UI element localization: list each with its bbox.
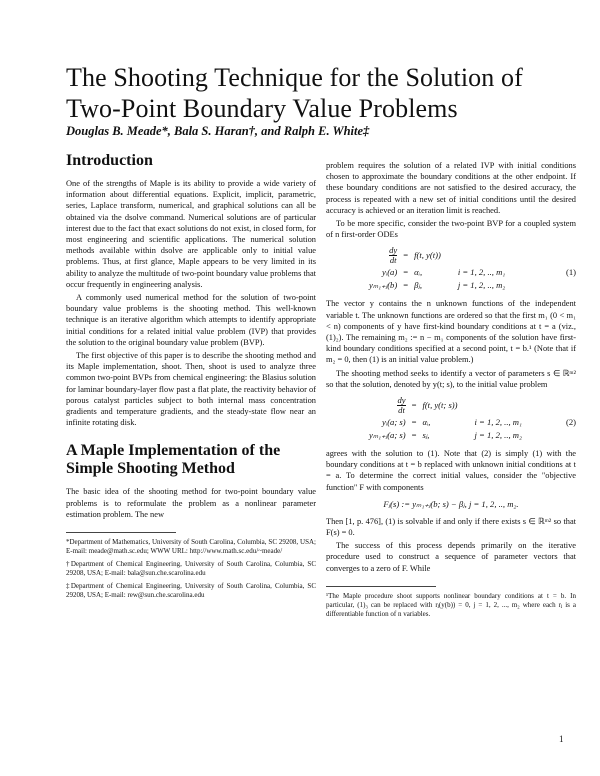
paper-title: The Shooting Technique for the Solution of Two-Point Boundary Value Problems bbox=[66, 63, 523, 123]
equation-1: $\frac{dy}{dt}$ = f(t, y(t)) yᵢ(a) = αᵢ, i = 1, 2, .., m₁ yₘ₁₊ⱼ(b) = βⱼ, j = 1, 2, .., m₂ (1) bbox=[369, 245, 576, 291]
author-list: Douglas B. Meade*, Bala S. Haran†, and Ralph E. White‡ bbox=[66, 124, 370, 138]
intro-paragraph-3: The first objective of this paper is to describe the shooting method and its Maple implementation, shoot. Then, shoot is used to analyze three common two-point BVPs from chemical engineering: the Blasius solution for laminar boundary-layer flow past a flat plate, the reactivity behavior of porous catalyst particles subject to both internal mass concentration gradients and temperature gradients, and the steady-state flow near an infinite rotating disk. bbox=[66, 351, 316, 428]
equation-number-2: (2) bbox=[565, 417, 576, 428]
intro-paragraph-2: A commonly used numerical method for the solution of two-point boundary value problems is the shooting method. This well-known technique is an iterative algorithm which attempts to identify appropriate initial conditions for a related initial value problem (IVP) that provides the solution to the original boundary value problem (BVP). bbox=[66, 293, 316, 347]
right-paragraph-3: The vector y contains the n unknown functions of the independent variable t. The unknown functions are ordered so that the first m₁ (0 < m₁ < n) components of y have first-kind boundary conditions at t = a (viz., (1)₂). The remaining m₂ := n − m₁ components of the solution have first-kind boundary conditions specified at a second point, t = b.¹ (Note that if m₂ = 0, then (1) is an initial value problem.) bbox=[326, 299, 576, 365]
section-heading-maple-implementation: A Maple Implementation of the Simple Shooting Method bbox=[66, 442, 281, 478]
page-number: 1 bbox=[559, 734, 564, 744]
right-paragraph-5: agrees with the solution to (1). Note that (2) is simply (1) with the boundary conditions at t = b replaced with unknown initial conditions at t = a. To determine the correct initial values, consider the "objective function" F with components bbox=[326, 449, 576, 492]
footnote-1: ¹The Maple procedure shoot supports nonlinear boundary conditions at t = b. In particular, (1)₃ can be replaced with rⱼ(y(b)) = 0, j = 1, 2, ..., m₂ where each rⱼ is a differentiable function of n variables. bbox=[326, 591, 576, 618]
intro-paragraph-1: One of the strengths of Maple is its ability to provide a wide variety of information about differential equations. Explicit, implicit, parametric, series, Laplace transform, numerical, and graphical solutions can all be obtained via the dsolve command. Numerical solutions are of particular interest due to the fact that exact solutions do not exist, in closed form, for most engineering and scientific applications. The numerical solution methods available within dsolve are applicable only to initial value problems. Thus, at first glance, Maple appears to be very limited in its ability to analyze the multitude of two-point boundary value problems that occur frequently in engineering analysis. bbox=[66, 179, 316, 289]
footnote-author-2: †Department of Chemical Engineering, University of South Carolina, Columbia, SC 29208, USA; E-mail: bala@sun.che.scarolina.edu bbox=[66, 560, 316, 578]
section-heading-introduction: Introduction bbox=[66, 152, 153, 169]
equation-2: $\frac{dy}{dt}$ = f(t, y(t; s)) yᵢ(a; s) = αᵢ, i = 1, 2, .., m₁ yₘ₁₊ⱼ(a; s) = sⱼ, j = 1, 2, .., m₂ (2) bbox=[369, 395, 576, 441]
footnote-rule bbox=[66, 532, 176, 533]
footnote-rule bbox=[326, 586, 436, 587]
left-column bbox=[66, 152, 316, 604]
footnote-author-3: ‡Department of Chemical Engineering, University of South Carolina, Columbia, SC 29208, USA; E-mail: rew@sun.che.scarolina.edu bbox=[66, 582, 316, 600]
footnote-author-1: *Department of Mathematics, University of South Carolina, Columbia, SC 29208, USA; E-mail: meade@math.sc.edu; WWW URL: http://www.math.sc.edu/~meade/ bbox=[66, 538, 316, 556]
right-paragraph-2: To be more specific, consider the two-point BVP for a coupled system of n first-order ODEs bbox=[326, 219, 576, 240]
derivative-fraction: $\frac{dy}{dt}$ bbox=[397, 395, 406, 416]
right-paragraph-6: Then [1, p. 476], (1) is solvable if and only if there exists s ∈ ℝᵐ² so that F(s) = 0. bbox=[326, 516, 576, 538]
maple-paragraph-1: The basic idea of the shooting method for two-point boundary value problems is to reformulate the problem as a nonlinear parameter estimation problem. The new bbox=[66, 487, 316, 519]
right-column bbox=[326, 160, 576, 623]
right-paragraph-4: The shooting method seeks to identify a vector of parameters s ∈ ℝᵐ² so that the solution, denoted by y(t; s), to the initial value problem bbox=[326, 368, 576, 389]
right-paragraph-7: The success of this process depends primarily on the iterative procedure used to construct a sequence of parameter vectors that converges to a zero of F. While bbox=[326, 541, 576, 573]
equation-number-1: (1) bbox=[565, 267, 576, 278]
derivative-fraction: $\frac{dy}{dt}$ bbox=[389, 245, 398, 266]
right-paragraph-1: problem requires the solution of a related IVP with initial conditions chosen to approximate the boundary conditions at the other endpoint. If these boundary conditions are not satisfied to the desired accuracy, the process is repeated with a new set of initial conditions until the desired accuracy is achieved or an iteration limit is reached. bbox=[326, 161, 576, 215]
objective-function-equation: Fⱼ(s) := yₘ₁₊ⱼ(b; s) − βⱼ, j = 1, 2, .., m₂. bbox=[383, 498, 519, 509]
